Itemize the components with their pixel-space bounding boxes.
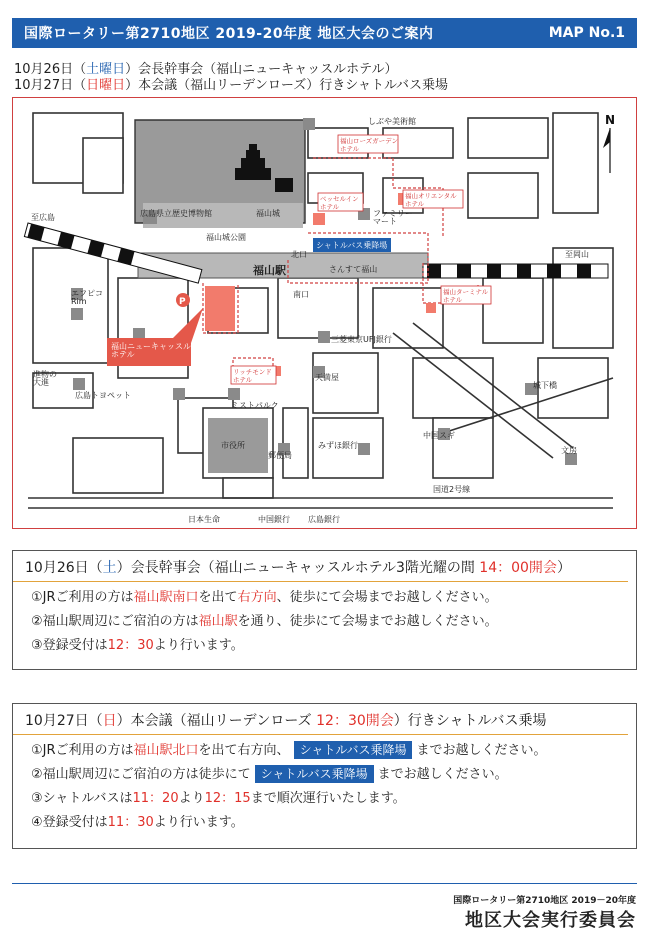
label-mebuki: 文房 xyxy=(561,446,577,455)
label-elpa: エフピコ Rim xyxy=(71,289,103,306)
box2-line-2: ②福山駅周辺にご宿泊の方は徒歩にて シャトルバス乗降場 までお越しください。 xyxy=(31,767,508,782)
page-title: 国際ロータリー第2710地区 2019-20年度 地区大会のご案内 xyxy=(24,26,434,42)
label-hotel-rose: 福山ローズガーデンホテル xyxy=(340,137,399,153)
svg-text:N: N xyxy=(605,113,616,127)
label-to-okayama: 至岡山 xyxy=(565,250,589,259)
label-mizuho: みずほ銀行 xyxy=(318,441,358,450)
label-sante: さんすて福山 xyxy=(329,265,378,274)
label-hotel-richmond: リッチモンドホテル xyxy=(233,368,272,384)
label-to-hiroshima: 至広島 xyxy=(31,213,55,222)
label-nihon-seimei: 日本生命 xyxy=(188,515,220,524)
header-bar xyxy=(12,18,637,48)
label-hiroshima-bank: 広島銀行 xyxy=(308,515,340,524)
box2-line-4: ④登録受付は11：30より行います。 xyxy=(31,815,244,830)
info-box-oct26 xyxy=(12,550,637,670)
box1-heading: 10月26日（土）会長幹事会（福山ニューキャッスルホテル3階光耀の間 14：00開会） xyxy=(13,551,628,582)
schedule-line-1: 10月26日（土曜日）会長幹事会（福山ニューキャッスルホテル） xyxy=(14,62,398,77)
map-svg xyxy=(13,98,636,528)
label-familymart: ファミリーマート xyxy=(373,209,413,226)
label-castle: 福山城 xyxy=(256,209,280,218)
label-hotel-oriental: 福山オリエンタルホテル xyxy=(405,192,457,208)
box2-line-3: ③シャトルバスは11：20より12：15まで順次運行いたします。 xyxy=(31,791,406,806)
label-tenmaya: 天満屋 xyxy=(315,373,339,382)
info-box-oct27 xyxy=(12,703,637,849)
label-yokaido: 広島トヨペット xyxy=(75,391,131,400)
label-north-exit: 北口 xyxy=(291,250,307,259)
label-nakasu: 中国スギ xyxy=(423,431,455,440)
label-hotel-vessel: ベッセルインホテル xyxy=(320,195,359,211)
box2-heading: 10月27日（日）本会議（福山リーデンローズ 12：30開会）行きシャトルバス乗場 xyxy=(13,704,628,735)
label-shiyakusho: 市役所 xyxy=(221,441,245,450)
label-shuttle-stop: シャトルバス乗降場 xyxy=(316,241,388,250)
label-mufg: 三菱東京UFJ銀行 xyxy=(331,335,392,344)
label-shiro-lower: 城下橋 xyxy=(533,381,557,390)
footer-divider xyxy=(12,883,637,884)
box1-line-1: ①JRご利用の方は福山駅南口を出て右方向、徒歩にて会場までお越しください。 xyxy=(31,590,498,605)
map-number: MAP No.1 xyxy=(548,25,625,41)
label-south-exit: 南口 xyxy=(293,290,309,299)
label-newcastle: 福山ニューキャッスルホテル xyxy=(111,342,191,359)
label-castle-park: 福山城公園 xyxy=(206,233,246,242)
access-map xyxy=(12,97,637,529)
schedule-line-2: 10月27日（日曜日）本会議（福山リーデンローズ）行きシャトルバス乗場 xyxy=(14,78,449,93)
label-sinsoku: 進物の大進 xyxy=(33,370,57,387)
label-post: 郵便局 xyxy=(268,451,292,460)
box2-line-1: ①JRご利用の方は福山駅北口を出て右方向、 シャトルバス乗降場 までお越しください。 xyxy=(31,743,547,758)
box1-line-3: ③登録受付は12：30より行います。 xyxy=(31,638,244,653)
label-route2: 国道2号線 xyxy=(433,485,471,494)
label-museum: 広島県立歴史博物館 xyxy=(140,209,212,218)
label-hotel-terminal: 福山ターミナルホテル xyxy=(443,288,489,304)
label-tokyo-park: ミストパルク xyxy=(231,401,279,410)
footer-org: 国際ロータリー第2710地区 2019－20年度 xyxy=(453,896,636,906)
shuttle-stop-badge: シャトルバス乗降場 xyxy=(255,765,374,783)
label-chugoku-bank: 中国銀行 xyxy=(258,515,290,524)
box1-line-2: ②福山駅周辺にご宿泊の方は福山駅を通り、徒歩にて会場までお越しください。 xyxy=(31,614,498,629)
svg-text:P: P xyxy=(179,297,186,307)
label-shibuya: しぶや美術館 xyxy=(368,117,416,126)
shuttle-stop-badge: シャトルバス乗降場 xyxy=(294,741,413,759)
footer-committee: 地区大会実行委員会 xyxy=(465,910,636,931)
label-station: 福山駅 xyxy=(253,264,286,277)
